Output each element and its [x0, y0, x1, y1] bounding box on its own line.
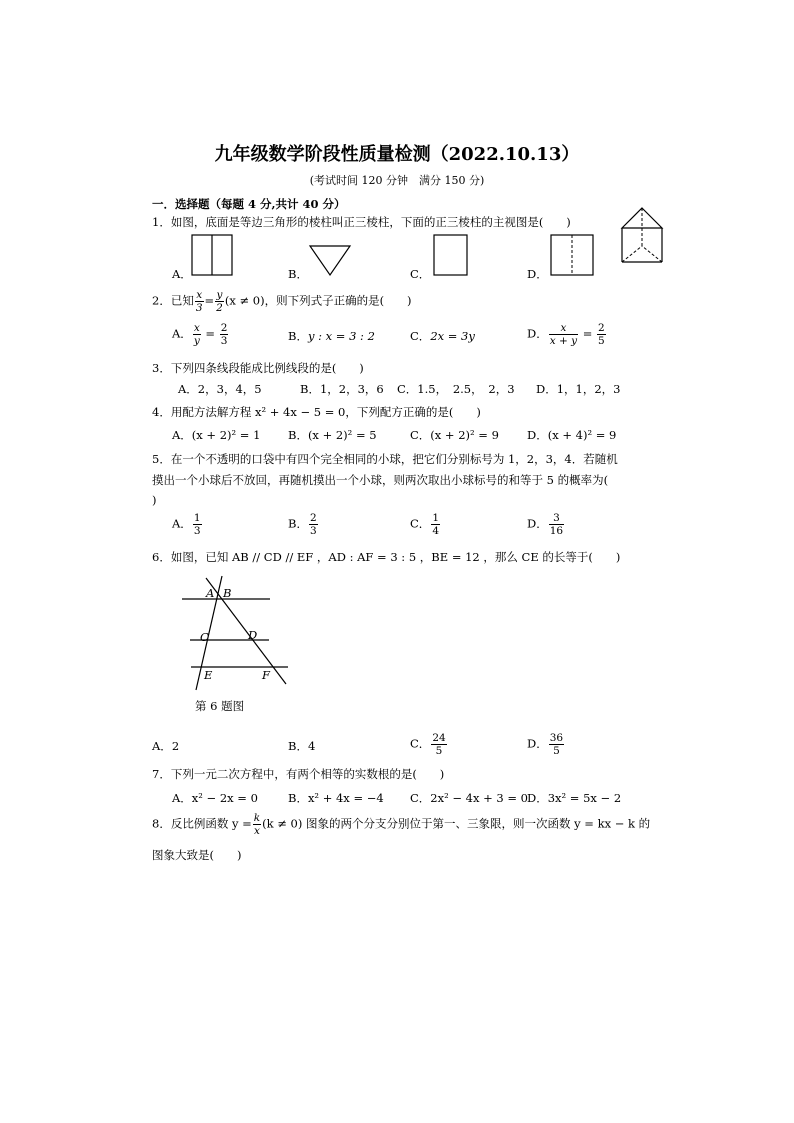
q1-option-b-figure	[309, 245, 351, 277]
question-8-line-2: 图象大致是( )	[152, 848, 242, 862]
q2-option-b: B．y : x = 3 : 2	[288, 329, 375, 343]
question-2-stem: 2．已知 $\frac{x}{3}$ = $\frac{y}{2}$ (x ≠ 0)，则下列式子正确的是( )	[152, 289, 412, 314]
q7-option-b: B．x² + 4x = −4	[288, 791, 384, 805]
q6-figure-caption: 第 6 题图	[195, 699, 245, 713]
q6-point-a: A	[206, 586, 215, 600]
question-3-stem: 3．下列四条线段能成比例线段的是( )	[152, 361, 364, 375]
q7-option-c: C．2x² − 4x + 3 = 0	[410, 791, 528, 805]
q4-option-b: B．(x + 2)² = 5	[288, 428, 377, 442]
question-5-line-1: 5．在一个不透明的口袋中有四个完全相同的小球，把它们分别标号为 1，2，3，4．若随机	[152, 452, 618, 466]
q4-option-d: D．(x + 4)² = 9	[527, 428, 617, 442]
q3-option-a: A．2，3，4，5	[178, 382, 262, 396]
q3-option-c: C．1.5， 2.5， 2，3	[397, 382, 515, 396]
q5-option-b: B． $\frac{2}{3}$	[288, 512, 317, 537]
q1-option-c-figure	[433, 234, 469, 276]
q5-option-d: D． $\frac{3}{16}$	[527, 512, 564, 537]
q6-point-c: C	[200, 630, 209, 644]
q4-option-a: A．(x + 2)² = 1	[172, 428, 261, 442]
q2-frac-a: $\frac{x}{3}$	[195, 289, 203, 314]
question-1-stem: 1．如图，底面是等边三角形的棱柱叫正三棱柱，下面的正三棱柱的主视图是( )	[152, 215, 571, 229]
q5-option-c: C． $\frac{1}{4}$	[410, 512, 439, 537]
q6-point-b: B	[223, 586, 232, 600]
question-6-stem: 6．如图，已知 AB // CD // EF ，AD : AF = 3 : 5 ，BE = 12 ，那么 CE 的长等于( )	[152, 550, 621, 564]
q2-option-d: D． $\frac{x}{x + y}$ = $\frac{2}{5}$	[527, 322, 605, 347]
q2-frac-b: $\frac{y}{2}$	[216, 289, 223, 314]
q6-point-d: D	[248, 628, 258, 642]
q7-option-d: D．3x² = 5x − 2	[527, 791, 622, 805]
q2-option-c: C．2x = 3y	[410, 329, 475, 343]
q3-option-d: D．1，1，2，3	[536, 382, 621, 396]
q7-option-a: A．x² − 2x = 0	[172, 791, 258, 805]
question-4-stem: 4．用配方法解方程 x² + 4x − 5 = 0，下列配方正确的是( )	[152, 405, 481, 419]
q6-figure	[178, 572, 293, 697]
q3-option-b: B．1，2，3，6	[300, 382, 384, 396]
q6-point-e: E	[204, 668, 213, 682]
q5-option-a: A． $\frac{1}{3}$	[172, 512, 201, 537]
q6-point-f: F	[262, 668, 270, 682]
q1-option-c-label: C．	[410, 267, 431, 281]
prism-figure	[620, 206, 664, 266]
q8-frac: $\frac{k}{x}$	[253, 812, 261, 837]
q1-option-a-figure	[191, 234, 233, 276]
question-7-stem: 7．下列一元二次方程中，有两个相等的实数根的是( )	[152, 767, 445, 781]
q1-option-d-label: D．	[527, 267, 548, 281]
page-subtitle: (考试时间 120 分钟 满分 150 分)	[309, 174, 485, 187]
question-5-line-3: )	[152, 493, 157, 507]
q6-option-d: D． $\frac{36}{5}$	[527, 732, 564, 757]
question-8-stem: 8．反比例函数 y = $\frac{k}{x}$ (k ≠ 0) 图象的两个分支分别位于第一、三象限，则一次函数 y = kx − k 的	[152, 812, 651, 837]
q6-option-a: A．2	[152, 739, 180, 753]
q2-option-a: A． $\frac{x}{y}$ = $\frac{2}{3}$	[172, 322, 228, 347]
q6-option-b: B．4	[288, 739, 316, 753]
q1-option-a-label: A．	[172, 267, 192, 281]
q2-condition: (x ≠ 0)，则下列式子正确的是( )	[224, 293, 412, 308]
q6-option-c: C． $\frac{24}{5}$	[410, 732, 446, 757]
q1-option-b-label: B．	[288, 267, 308, 281]
question-5-line-2: 摸出一个小球后不放回，再随机摸出一个小球，则两次取出小球标号的和等于 5 的概率为(	[152, 473, 609, 487]
q4-option-c: C．(x + 2)² = 9	[410, 428, 499, 442]
q2-prefix: 2．已知	[152, 293, 194, 308]
page-title: 九年级数学阶段性质量检测（2022.10.13）	[214, 144, 580, 165]
section-heading: 一．选择题（每题 4 分,共计 40 分）	[152, 197, 346, 211]
q1-option-d-figure	[550, 234, 594, 276]
